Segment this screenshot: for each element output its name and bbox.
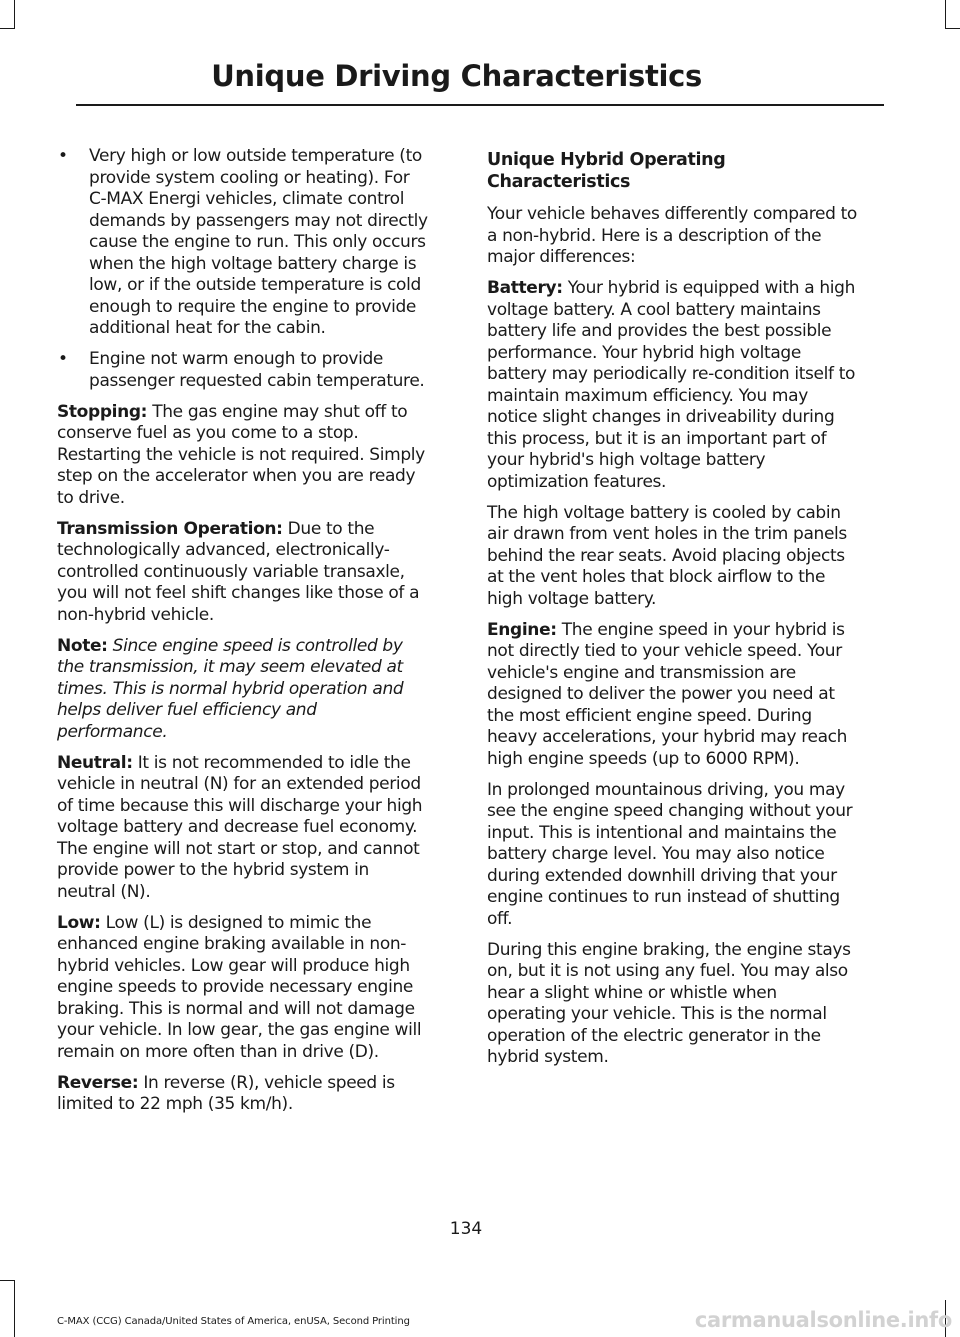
engine-label: Engine:: [487, 619, 557, 640]
crop-mark-bottom-left-v: [14, 1280, 15, 1337]
engine-paragraph: [487, 620, 859, 771]
neutral-text: It is not recommended to idle the vehicle in neutral (N) for an extended period of time because this will discharge your high voltage battery and decrease fuel economy. The engine will not start or stop, and cannot provide power to the hybrid system in neutral (N).: [57, 752, 423, 902]
intro-paragraph: Your vehicle behaves differently compared to a non-hybrid. Here is a description of the major differences:: [487, 204, 857, 267]
note-label: Note:: [57, 635, 108, 656]
bullet-item-engine-warm: [57, 349, 429, 392]
bullet-text: Very high or low outside temperature (to provide system cooling or heating). For C-MAX Energi vehicles, climate control demands by passengers may not directly cause the engine to run. This only occurs when the high voltage battery charge is low, or if the outside temperature is cold enough to require the engine to provide additional heat for the cabin.: [89, 146, 428, 338]
neutral-label: Neutral:: [57, 752, 133, 773]
battery-paragraph: [487, 278, 859, 493]
bullet-text: Engine not warm enough to provide passenger requested cabin temperature.: [89, 349, 425, 391]
reverse-paragraph: [57, 1073, 429, 1116]
footer-text: C-MAX (CCG) Canada/United States of America, enUSA, Second Printing: [57, 1316, 410, 1327]
low-paragraph: [57, 913, 429, 1064]
bullet-marker: •: [58, 146, 68, 166]
transmission-text: Due to the technologically advanced, electronically-controlled continuously variable transaxle, you will not feel shift changes like those of a non-hybrid vehicle.: [57, 518, 420, 625]
transmission-label: Transmission Operation:: [57, 518, 283, 539]
bullet-item-temperature: [57, 146, 429, 340]
page-number: 134: [449, 1219, 483, 1239]
battery-label: Battery:: [487, 278, 563, 298]
page-title: Unique Driving Characteristics: [211, 59, 702, 93]
right-column: [487, 149, 859, 1078]
crop-mark-top-right-h: [945, 28, 960, 29]
left-column: [57, 146, 429, 1125]
watermark-logo: carmanualsonline.info: [694, 1308, 952, 1332]
stopping-paragraph: [57, 402, 429, 510]
reverse-text: In reverse (R), vehicle speed is limited to 22 mph (35 km/h).: [57, 1072, 395, 1114]
note-paragraph: [57, 636, 429, 744]
crop-mark-top-left-h: [0, 28, 15, 29]
crop-mark-bottom-left-h: [0, 1280, 15, 1281]
cooling-paragraph: The high voltage battery is cooled by cabin air drawn from vent holes in the trim panels behind the rear seats. Avoid placing objects at the vent holes that block airflow to the high voltage battery.: [487, 502, 847, 609]
low-label: Low:: [57, 912, 101, 933]
mountain-paragraph: In prolonged mountainous driving, you may see the engine speed changing without your input. This is intentional and maintains the battery charge level. You may also notice during extended downhill driving that your engine continues to run instead of shutting off.: [487, 779, 853, 929]
transmission-paragraph: [57, 519, 429, 627]
low-text: Low (L) is designed to mimic the enhanced engine braking available in non-hybrid vehicles. Low gear will produce high engine speeds to provide necessary engine braking. This is normal and will not damage your vehicle. In low gear, the gas engine will remain on more often than in drive (D).: [57, 912, 422, 1062]
neutral-paragraph: [57, 753, 429, 904]
section-heading: Unique Hybrid Operating Characteristics: [487, 150, 726, 192]
stopping-text: The gas engine may shut off to conserve fuel as you come to a stop. Restarting the vehicle is not required. Simply step on the accelerator when you are ready to drive.: [57, 401, 425, 508]
braking-paragraph: During this engine braking, the engine stays on, but it is not using any fuel. You may also hear a slight whine or whistle when operating your vehicle. This is the normal operation of the electric generator in the hybrid system.: [487, 939, 851, 1067]
reverse-label: Reverse:: [57, 1072, 139, 1093]
header-rule: [76, 104, 884, 106]
stopping-label: Stopping:: [57, 401, 148, 422]
battery-text: Your hybrid is equipped with a high voltage battery. A cool battery maintains battery life and provides the best possible performance. Your hybrid high voltage battery may periodically re-condition itself to maintain maximum efficiency. You may notice slight changes in driveability during this process, but it is an important part of your hybrid's high voltage battery optimization features.: [487, 278, 856, 492]
note-text: Since engine speed is controlled by the transmission, it may seem elevated at times. This is normal hybrid operation and helps deliver fuel efficiency and performance.: [57, 635, 404, 742]
engine-text: The engine speed in your hybrid is not directly tied to your vehicle speed. Your vehicle's engine and transmission are designed to deliver the power you need at the most efficient engine speed. During heavy accelerations, your hybrid may reach high engine speeds (up to 6000 RPM).: [487, 619, 848, 769]
bullet-marker: •: [58, 349, 68, 369]
crop-mark-top-right-v: [945, 0, 946, 28]
crop-mark-top-left-v: [14, 0, 15, 28]
